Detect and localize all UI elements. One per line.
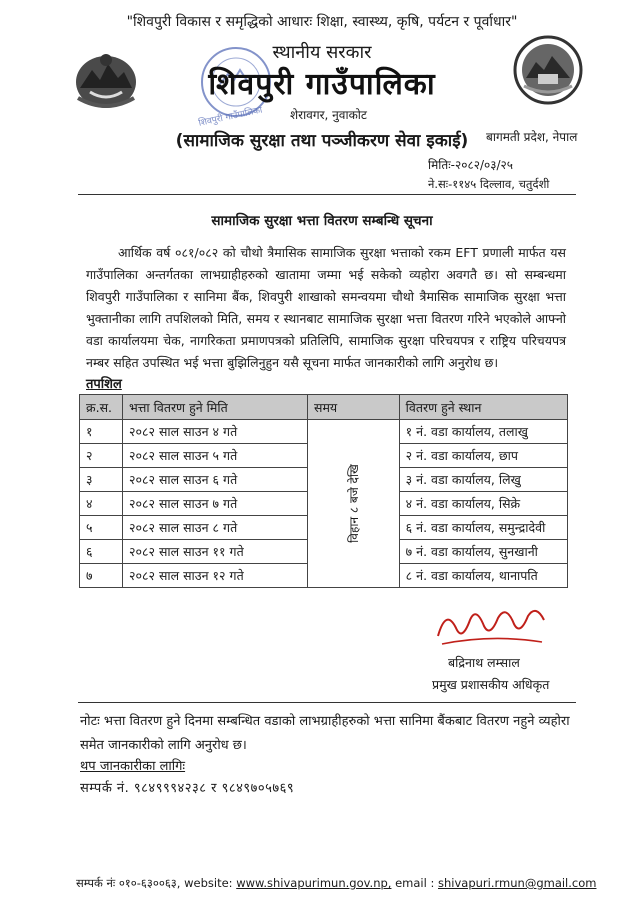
- unit-name: (सामाजिक सुरक्षा तथा पञ्जीकरण सेवा इकाई): [175, 131, 469, 151]
- footer: [76, 876, 596, 891]
- row-sn: ५: [80, 516, 123, 540]
- row-place: ६ नं. वडा कार्यालय, समुन्द्रादेवी: [399, 516, 567, 540]
- more-info-label: थप जानकारीका लागिः: [80, 759, 186, 774]
- signature: [432, 598, 552, 656]
- notice-subject: सामाजिक सुरक्षा भत्ता वितरण सम्बन्धि सूचना: [211, 213, 433, 229]
- signatory-title: प्रमुख प्रशासकीय अधिकृत: [432, 677, 550, 692]
- row-sn: ४: [80, 492, 123, 516]
- website-link[interactable]: www.shivapurimun.gov.np,: [236, 876, 392, 890]
- row-place: ४ नं. वडा कार्यालय, सिक्रे: [399, 492, 567, 516]
- table-caption: तपशिल: [86, 377, 122, 392]
- stamp-text: शिवपुरी गाउँपालिका: [197, 105, 264, 129]
- notice-body: आर्थिक वर्ष ०८१/०८२ को चौथो त्रैमासिक सामाजिक सुरक्षा भत्ताको रकम EFT प्रणाली मार्फत यस गाउँपालिका अन्तर्गतका लाभग्राहीहरुको खातामा जम्मा भई सकेको व्यहोरा अवगतै छ। सो सम्बन्धमा शिवपुरी गाउँपालिका र सानिमा बैंक, शिवपुरी शाखाको समन्वयमा चौथो त्रैमासिक सामाजिक सुरक्षा भत्ता भुक्तानीका लागि तपशिलको मिति, समय र स्थानबाट सामाजिक सुरक्षा भत्ता वितरण गरिने भएकोले आफ्नो वडा कार्यालयमा चेक, नागरिकता प्रमाणपत्रको प्रतिलिपि, सामाजिक सुरक्षा परिचयपत्र र राष्ट्रिय परिचयपत्र नम्बर सहित उपस्थित भई भत्ता बुझिलिनुहुन यसै सूचना मार्फत जानकारीको लागि अनुरोध छ।: [86, 245, 566, 370]
- row-sn: ३: [80, 468, 123, 492]
- row-sn: १: [80, 420, 123, 444]
- row-date: २०८२ साल साउन ७ गते: [123, 492, 308, 516]
- municipality-name: शिवपुरी गाउँपालिका: [208, 67, 436, 102]
- row-date: २०८२ साल साउन ५ गते: [123, 444, 308, 468]
- email-link[interactable]: shivapuri.rmun@gmail.com: [438, 876, 597, 890]
- note: नोटः भत्ता वितरण हुने दिनमा सम्बन्धित वडाको लाभग्राहीहरुको भत्ता सानिमा बैंकबाट वितरण नहुने व्यहोरा समेत जानकारीको लागि अनुरोध छ।: [80, 714, 570, 753]
- footer-phone: सम्पर्क नंः ०१०-६३००६३,: [76, 876, 181, 890]
- row-place: ८ नं. वडा कार्यालय, थानापति: [399, 564, 567, 588]
- footer-website-label: website:: [184, 876, 233, 890]
- signatory-name: बद्रिनाथ लम्साल: [448, 655, 520, 670]
- table-header-row: [80, 395, 568, 420]
- table-row: [80, 420, 568, 444]
- time-text: विहान ८ बजे देखि: [346, 464, 361, 543]
- government-label: स्थानीय सरकार: [272, 42, 372, 63]
- row-sn: २: [80, 444, 123, 468]
- row-sn: ७: [80, 564, 123, 588]
- header-sn: क्र.स.: [80, 395, 123, 420]
- header-place: वितरण हुने स्थान: [399, 395, 567, 420]
- row-date: २०८२ साल साउन ६ गते: [123, 468, 308, 492]
- footer-email-label: email :: [395, 876, 435, 890]
- row-place: ७ नं. वडा कार्यालय, सुनखानी: [399, 540, 567, 564]
- distribution-schedule-table: [79, 394, 568, 588]
- header-divider: [78, 194, 576, 195]
- contact-phone: सम्पर्क नं. ९८४९९९४२३८ र ९८४९७०५७६९: [80, 781, 295, 796]
- row-date: २०८२ साल साउन १२ गते: [123, 564, 308, 588]
- address: शेरावगर, नुवाकोट: [290, 108, 367, 122]
- header-date: भत्ता वितरण हुने मिति: [123, 395, 308, 420]
- row-date: २०८२ साल साउन ४ गते: [123, 420, 308, 444]
- note-divider: [78, 702, 576, 703]
- row-place: ३ नं. वडा कार्यालय, लिखु: [399, 468, 567, 492]
- row-sn: ६: [80, 540, 123, 564]
- province: बागमती प्रदेश, नेपाल: [486, 130, 578, 144]
- reference-date-line: ने.सः-११४५ दिल्लाव, चतुर्दशी: [428, 177, 550, 191]
- motto: "शिवपुरी विकास र समृद्धिको आधारः शिक्षा, स्वास्थ्य, कृषि, पर्यटन र पूर्वाधार": [126, 14, 518, 30]
- time-cell: [308, 420, 400, 588]
- row-date: २०८२ साल साउन ११ गते: [123, 540, 308, 564]
- header-time: समय: [308, 395, 400, 420]
- letter-date: मितिः-२०८२/०३/२५: [428, 158, 513, 172]
- row-place: २ नं. वडा कार्यालय, छाप: [399, 444, 567, 468]
- row-place: १ नं. वडा कार्यालय, तलाखु: [399, 420, 567, 444]
- row-date: २०८२ साल साउन ८ गते: [123, 516, 308, 540]
